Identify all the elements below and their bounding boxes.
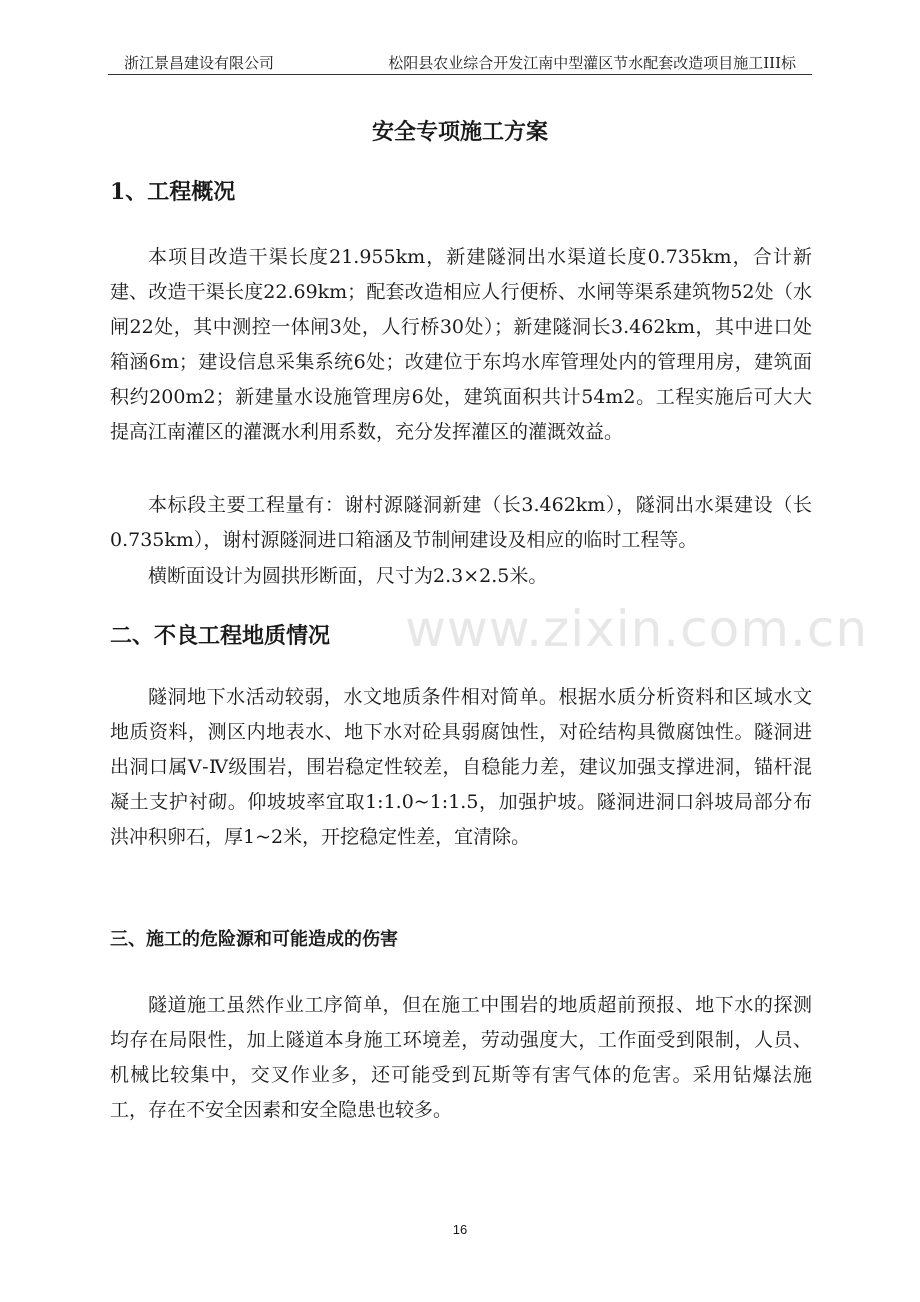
section-heading-overview: 1、工程概况: [110, 179, 236, 205]
page-header: [108, 52, 812, 75]
section-heading-hazards: 三、施工的危险源和可能造成的伤害: [110, 929, 398, 950]
paragraph-overview-2: 本标段主要工程量有：谢村源隧洞新建（长3.462km），隧洞出水渠建设（长0.735km），谢村源隧洞进口箱涵及节制闸建设及相应的临时工程等。: [110, 494, 812, 551]
section-heading-geology: 二、不良工程地质情况: [110, 623, 331, 649]
paragraph-geology-1: 隧洞地下水活动较弱，水文地质条件相对简单。根据水质分析资料和区域水文地质资料，测区内地表水、地下水对砼具弱腐蚀性，对砼结构具微腐蚀性。隧洞进出洞口属Ⅴ-Ⅳ级围岩，围岩稳定性较差，自稳能力差，建议加强支撑进洞，锚杆混凝土支护衬砌。仰坡坡率宜取1:1.0~1:1.5，加强护坡。隧洞进洞口斜坡局部分布洪冲积卵石，厚1~2米，开挖稳定性差，宜清除。: [110, 686, 812, 848]
document-title: 安全专项施工方案: [371, 119, 548, 145]
paragraph-hazards-1: 隧道施工虽然作业工序简单，但在施工中围岩的地质超前预报、地下水的探测均存在局限性，加上隧道本身施工环境差，劳动强度大，工作面受到限制，人员、机械比较集中，交叉作业多，还可能受到瓦斯等有害气体的危害。采用钻爆法施工，存在不安全因素和安全隐患也较多。: [110, 994, 812, 1121]
paragraph-overview-3: 横断面设计为圆拱形断面，尺寸为2.3×2.5米。: [148, 565, 548, 587]
page-number: 16: [452, 1222, 468, 1237]
watermark: www.zixin.com.cn: [405, 600, 869, 658]
paragraph-overview-1: 本项目改造干渠长度21.955km，新建隧洞出水渠道长度0.735km，合计新建、改造干渠长度22.69km；配套改造相应人行便桥、水闸等渠系建筑物52处（水闸22处，其中测控一体闸3处，人行桥30处）；新建隧洞长3.462km，其中进口处箱涵6m；建设信息采集系统6处；改建位于东坞水库管理处内的管理用房，建筑面积约200m2；新建量水设施管理房6处，建筑面积共计54m2。工程实施后可大大提高江南灌区的灌溉水利用系数，充分发挥灌区的灌溉效益。: [110, 246, 812, 443]
header-company: 浙江景昌建设有限公司: [124, 54, 275, 72]
header-project: 松阳县农业综合开发江南中型灌区节水配套改造项目施工III标: [388, 54, 796, 72]
